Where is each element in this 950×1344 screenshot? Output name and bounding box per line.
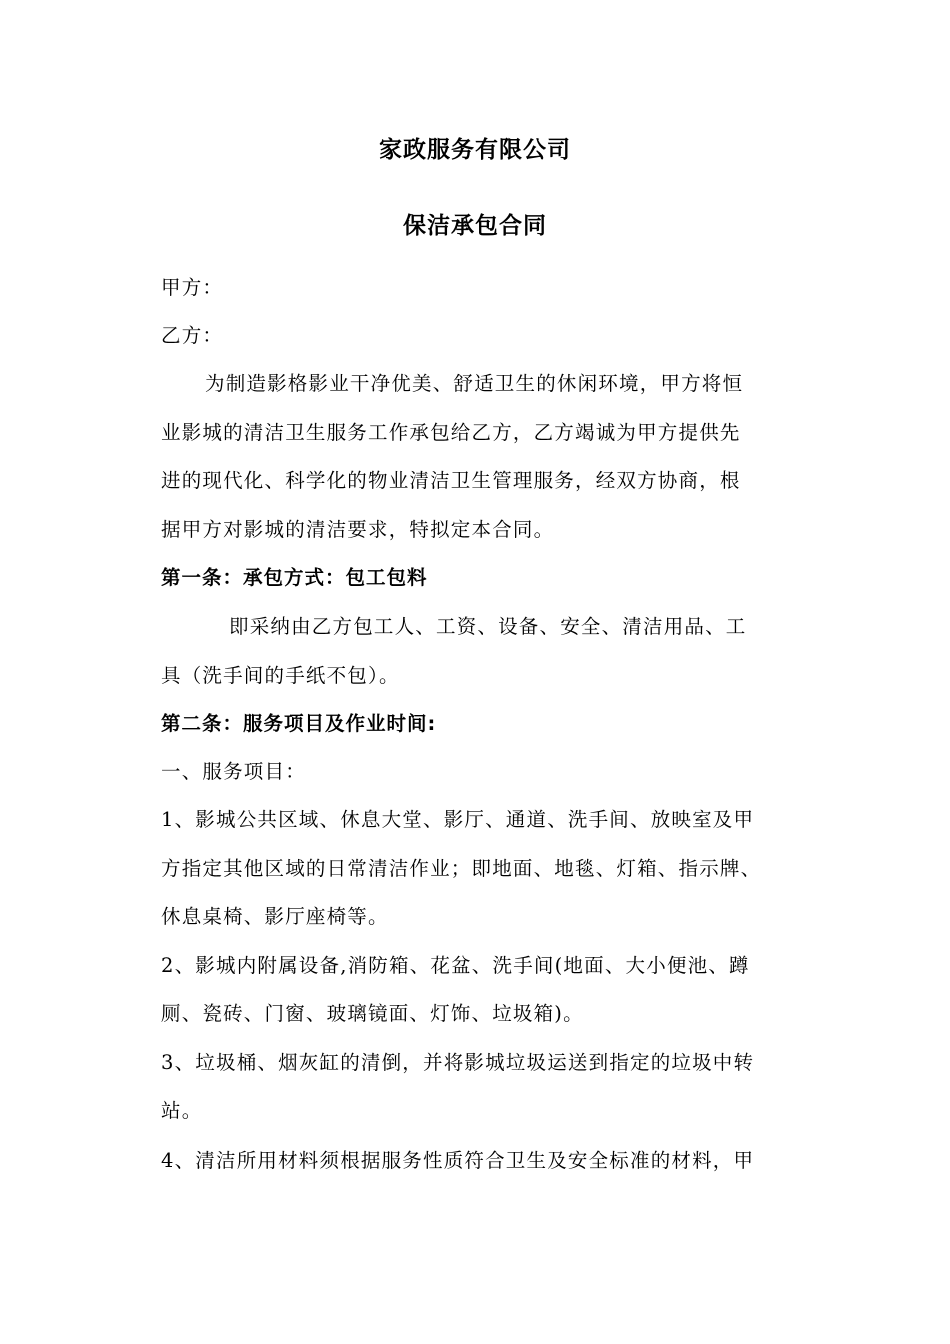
item-3-line-1: 3、垃圾桶、烟灰缸的清倒，并将影城垃圾运送到指定的垃圾中转	[161, 1051, 755, 1074]
article-2-heading: 第二条：服务项目及作业时间:	[161, 712, 437, 735]
intro-line-3: 进的现代化、科学化的物业清洁卫生管理服务，经双方协商，根	[161, 469, 741, 492]
company-title: 家政服务有限公司	[379, 137, 571, 163]
item-1-line-3: 休息桌椅、影厅座椅等。	[161, 905, 389, 928]
party-b-label: 乙方：	[161, 324, 224, 347]
item-1-line-2: 方指定其他区域的日常清洁作业；即地面、地毯、灯箱、指示牌、	[161, 857, 762, 880]
party-a-label: 甲方：	[161, 276, 224, 299]
intro-line-1: 为制造影格影业干净优美、舒适卫生的休闲环境，甲方将恒	[205, 372, 744, 395]
section-1-heading: 一、服务项目：	[161, 760, 306, 783]
intro-line-4: 据甲方对影城的清洁要求，特拟定本合同。	[161, 518, 555, 541]
item-3-line-2: 站。	[161, 1099, 203, 1122]
item-2-line-1: 2、影城内附属设备,消防箱、花盆、洗手间(地面、大小便池、蹲	[161, 954, 750, 977]
item-4-line-1: 4、清洁所用材料须根据服务性质符合卫生及安全标准的材料，甲	[161, 1149, 755, 1172]
item-2-line-2: 厕、瓷砖、门窗、玻璃镜面、灯饰、垃圾箱)。	[161, 1002, 584, 1025]
article-1-heading: 第一条：承包方式：包工包料	[161, 566, 428, 589]
article-1-line-1: 即采纳由乙方包工人、工资、设备、安全、清洁用品、工	[229, 615, 747, 638]
item-1-line-1: 1、影城公共区域、休息大堂、影厅、通道、洗手间、放映室及甲	[161, 808, 755, 831]
intro-line-2: 业影城的清洁卫生服务工作承包给乙方，乙方竭诚为甲方提供先	[161, 421, 741, 444]
contract-title: 保洁承包合同	[403, 213, 547, 239]
article-1-line-2: 具（洗手间的手纸不包）。	[161, 664, 400, 687]
